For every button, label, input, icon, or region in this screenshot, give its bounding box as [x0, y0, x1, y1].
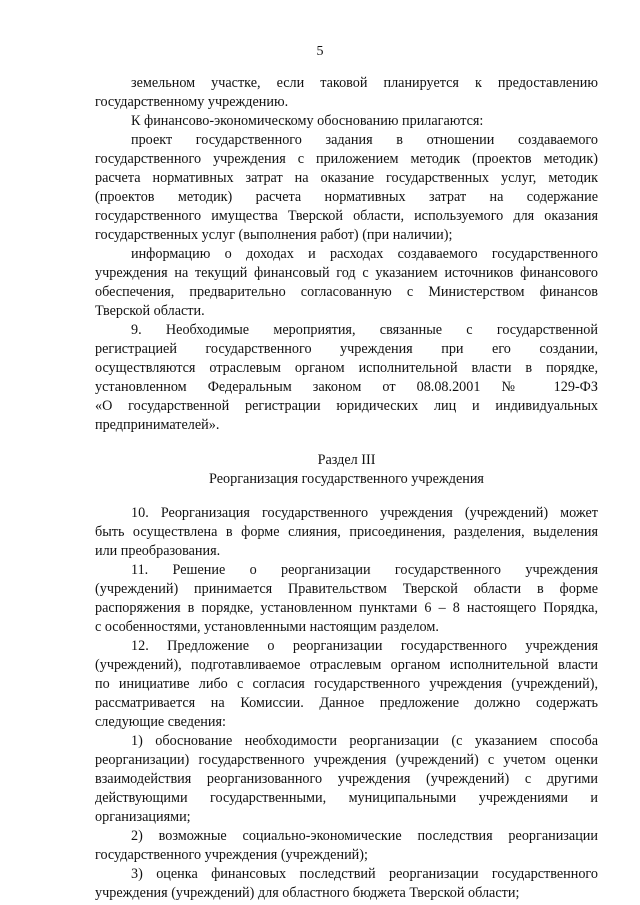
text-line: земельном участке, если таковой планируется к предоставлению	[131, 75, 598, 91]
section-heading-line: Реорганизация государственного учреждения	[209, 471, 484, 487]
text-line: информацию о доходах и расходах создаваемого государственного	[131, 246, 598, 262]
text-line: обеспечения, предварительно согласованную с Министерством финансов	[95, 284, 598, 300]
text-line: 11. Решение о реорганизации государственного учреждения	[131, 562, 598, 578]
text-line: учреждения (учреждений) для областного бюджета Тверской области;	[95, 885, 520, 901]
text-line: К финансово-экономическому обоснованию прилагаются:	[131, 113, 484, 129]
text-line: взаимодействия реорганизованного учреждения (учреждений) с другими	[95, 771, 598, 787]
text-line: 10. Реорганизация государственного учреждения (учреждений) может	[131, 505, 598, 521]
page-number: 5	[316, 44, 324, 59]
text-line: распоряжения в порядке, установленном пунктами 6 – 8 настоящего Порядка,	[95, 600, 598, 616]
text-line: 1) обоснование необходимости реорганизации (с указанием способа	[131, 733, 598, 749]
text-line: проект государственного задания в отношении создаваемого	[131, 132, 598, 148]
text-line: (учреждений) принимается Правительством Тверской области в форме	[95, 581, 598, 597]
text-line: с особенностями, установленными настоящим разделом.	[95, 619, 439, 635]
text-line: государственному учреждению.	[95, 94, 289, 110]
text-line: «О государственной регистрации юридических лиц и индивидуальных	[95, 398, 598, 414]
text-line: учреждения на текущий финансовый год с указанием источников финансового	[95, 265, 598, 281]
text-line: установленном Федеральным законом от 08.08.2001 № 129-ФЗ	[95, 379, 598, 395]
text-line: быть осуществлена в форме слияния, присоединения, разделения, выделения	[95, 524, 598, 540]
text-line: 12. Предложение о реорганизации государственного учреждения	[131, 638, 598, 654]
text-line: 9. Необходимые мероприятия, связанные с государственной	[131, 322, 598, 338]
text-line: государственного имущества Тверской области, используемого для оказания	[95, 208, 598, 224]
text-line: организациями;	[95, 809, 191, 825]
text-line: по инициативе либо с согласия государственного учреждения (учреждений),	[95, 676, 598, 692]
text-line: реорганизации) государственного учреждения (учреждений) с учетом оценки	[95, 752, 598, 768]
text-line: государственного учреждения (учреждений);	[95, 847, 368, 863]
text-line: регистрацией государственного учреждения при его создании,	[95, 341, 598, 357]
text-line: или преобразования.	[95, 543, 221, 559]
text-line: государственных услуг (выполнения работ) (при наличии);	[95, 227, 453, 243]
text-line: 3) оценка финансовых последствий реорганизации государственного	[131, 866, 598, 882]
text-line: (учреждений), подготавливаемое отраслевым органом исполнительной власти	[95, 657, 598, 673]
section-heading-line: Раздел III	[317, 452, 376, 468]
text-line: (проектов методик) расчета нормативных затрат на содержание	[95, 189, 598, 205]
text-line: 2) возможные социально-экономические последствия реорганизации	[131, 828, 598, 844]
text-line: осуществляются отраслевым органом исполнительной власти в порядке,	[95, 360, 598, 376]
text-line: расчета нормативных затрат на оказание государственных услуг, методик	[95, 170, 598, 186]
text-line: рассматривается на Комиссии. Данное предложение должно содержать	[95, 695, 598, 711]
text-line: государственного учреждения с приложением методик (проектов методик)	[95, 151, 598, 167]
text-line: следующие сведения:	[95, 714, 226, 730]
text-line: Тверской области.	[95, 303, 205, 319]
text-line: действующими государственными, муниципальными учреждениями и	[95, 790, 598, 806]
text-line: предпринимателей».	[95, 417, 220, 433]
